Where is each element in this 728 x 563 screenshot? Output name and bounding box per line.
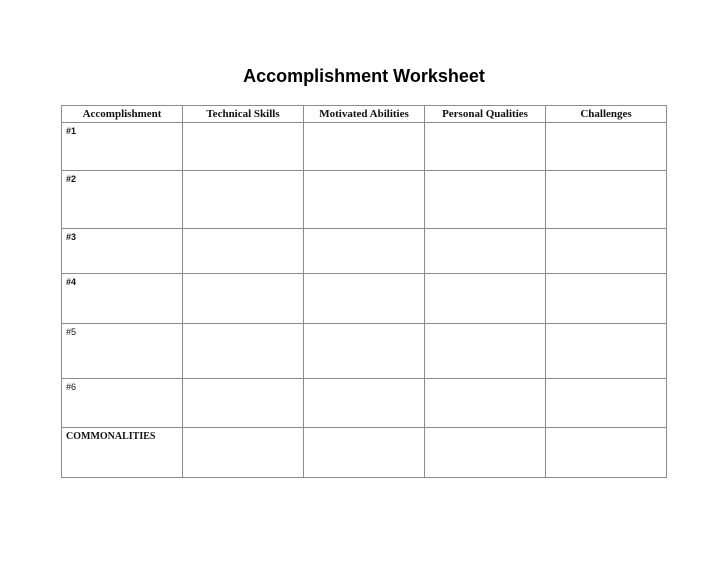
table-cell[interactable] bbox=[183, 229, 304, 274]
table-cell[interactable] bbox=[183, 123, 304, 171]
table-cell[interactable] bbox=[546, 229, 667, 274]
table-cell[interactable] bbox=[304, 428, 425, 478]
table-cell[interactable] bbox=[546, 324, 667, 379]
table-cell[interactable] bbox=[425, 428, 546, 478]
row-label: #4 bbox=[66, 277, 77, 287]
column-header-motivated-abilities: Motivated Abilities bbox=[304, 106, 425, 123]
table-cell[interactable] bbox=[304, 274, 425, 324]
table-cell[interactable] bbox=[183, 171, 304, 229]
table-row bbox=[62, 324, 667, 379]
table-cell[interactable] bbox=[304, 123, 425, 171]
table-cell[interactable] bbox=[425, 324, 546, 379]
row-label: #1 bbox=[66, 126, 77, 136]
table-cell[interactable] bbox=[546, 428, 667, 478]
row-label: #3 bbox=[66, 232, 77, 242]
table-cell[interactable] bbox=[546, 274, 667, 324]
table-row bbox=[62, 171, 667, 229]
table-cell[interactable] bbox=[425, 379, 546, 428]
column-header-personal-qualities: Personal Qualities bbox=[425, 106, 546, 123]
table-cell[interactable] bbox=[304, 229, 425, 274]
row-label-cell[interactable] bbox=[62, 123, 183, 171]
table-row bbox=[62, 123, 667, 171]
table-row bbox=[62, 428, 667, 478]
table-cell[interactable] bbox=[546, 123, 667, 171]
table-cell[interactable] bbox=[425, 229, 546, 274]
row-label-cell[interactable] bbox=[62, 274, 183, 324]
table-cell[interactable] bbox=[304, 171, 425, 229]
table-row bbox=[62, 229, 667, 274]
table-cell[interactable] bbox=[425, 274, 546, 324]
table-cell[interactable] bbox=[546, 171, 667, 229]
row-label: #5 bbox=[66, 327, 77, 337]
table-cell[interactable] bbox=[183, 379, 304, 428]
table-row bbox=[62, 274, 667, 324]
row-label: COMMONALITIES bbox=[66, 431, 156, 442]
table-cell[interactable] bbox=[183, 428, 304, 478]
table-cell[interactable] bbox=[304, 324, 425, 379]
row-label-cell[interactable] bbox=[62, 324, 183, 379]
column-header-accomplishment: Accomplishment bbox=[62, 106, 183, 123]
worksheet-title: Accomplishment Worksheet bbox=[243, 66, 485, 86]
column-header-challenges: Challenges bbox=[546, 106, 667, 123]
table-cell[interactable] bbox=[546, 379, 667, 428]
row-label: #2 bbox=[66, 174, 77, 184]
row-label: #6 bbox=[66, 382, 77, 392]
table-cell[interactable] bbox=[304, 379, 425, 428]
row-label-cell[interactable] bbox=[62, 379, 183, 428]
table-cell[interactable] bbox=[425, 171, 546, 229]
header-row bbox=[62, 106, 667, 123]
table-cell[interactable] bbox=[183, 274, 304, 324]
table-row bbox=[62, 379, 667, 428]
row-label-cell[interactable] bbox=[62, 428, 183, 478]
row-label-cell[interactable] bbox=[62, 171, 183, 229]
row-label-cell[interactable] bbox=[62, 229, 183, 274]
table-cell[interactable] bbox=[183, 324, 304, 379]
column-header-technical-skills: Technical Skills bbox=[183, 106, 304, 123]
table-cell[interactable] bbox=[425, 123, 546, 171]
worksheet-table bbox=[61, 105, 667, 478]
